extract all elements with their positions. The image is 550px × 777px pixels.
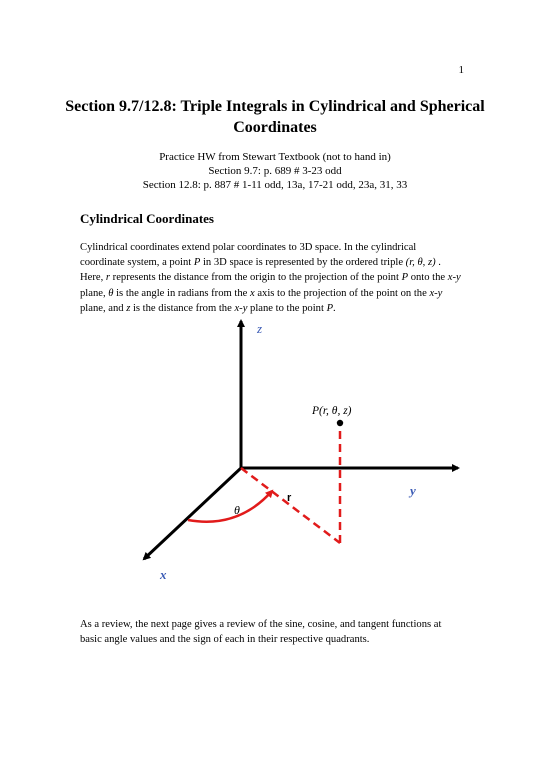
y-axis-label: y xyxy=(410,483,416,498)
cylindrical-coordinates-diagram xyxy=(120,315,470,585)
math-var-xy: x-y xyxy=(447,272,461,284)
text-run: axis to the projection of the point on the xyxy=(254,287,430,299)
point-p-label: P(r, θ, z) xyxy=(312,405,352,417)
math-var-x: x xyxy=(249,287,255,299)
math-var-xy: x-y xyxy=(234,302,248,314)
point-p-dot xyxy=(337,420,343,426)
review-paragraph xyxy=(80,617,475,647)
page-title xyxy=(60,96,490,138)
x-axis-label: x xyxy=(160,567,167,582)
text-run: . xyxy=(435,257,441,269)
text-run: . xyxy=(333,302,336,314)
theta-label: θ xyxy=(234,503,240,517)
r-label: r xyxy=(287,492,292,504)
paragraph-line-1: Cylindrical coordinates extend polar coordinates to 3D space. In the cylindrical xyxy=(80,242,417,253)
title-line-1: Section 9.7/12.8: Triple Integrals in Cylindrical and Spherical xyxy=(65,98,485,115)
text-run: is the angle in radians from the xyxy=(113,287,250,299)
text-run: represents the distance from the origin to the projection of the point xyxy=(110,272,402,284)
math-var-theta: θ xyxy=(108,287,114,299)
math-var-r: r xyxy=(105,272,111,284)
text-run: coordinate system, a point xyxy=(80,257,194,269)
paragraph-line-2 xyxy=(80,255,475,270)
math-var-P: P xyxy=(326,302,334,314)
section-heading: Cylindrical Coordinates xyxy=(80,211,214,226)
text-run: is the distance from the xyxy=(130,302,235,314)
title-line-2: Coordinates xyxy=(233,119,317,136)
review-line-2: basic angle values and the sign of each in their respective quadrants. xyxy=(80,634,370,646)
paragraph-line-4 xyxy=(80,286,475,301)
practice-line-2: Section 9.7: p. 689 # 3-23 odd xyxy=(208,165,342,177)
text-run: plane, xyxy=(80,287,109,299)
text-run: plane to the point xyxy=(247,302,327,314)
practice-line-3: Section 12.8: p. 887 # 1-11 odd, 13a, 17-21 odd, 23a, 31, 33 xyxy=(142,179,408,191)
text-run: plane, and xyxy=(80,302,127,314)
text-run: Here, xyxy=(80,272,106,284)
math-var-P: P xyxy=(401,272,409,284)
text-run: onto the xyxy=(408,272,448,284)
paragraph-line-5 xyxy=(80,301,475,316)
intro-paragraph xyxy=(80,240,475,316)
ordered-triple: (r, θ, z) xyxy=(405,257,436,269)
page-number: 1 xyxy=(458,64,464,76)
math-var-P: P xyxy=(193,257,201,269)
z-axis-label: z xyxy=(257,321,263,336)
math-var-z: z xyxy=(126,302,131,314)
review-line-1: As a review, the next page gives a review of the sine, cosine, and tangent functions at xyxy=(80,619,442,630)
practice-line-1: Practice HW from Stewart Textbook (not to hand in) xyxy=(159,151,391,163)
math-var-xy: x-y xyxy=(429,287,443,299)
paragraph-line-3 xyxy=(80,270,475,285)
x-axis xyxy=(144,468,241,559)
practice-hw-block xyxy=(60,150,490,192)
text-run: in 3D space is represented by the ordered triple xyxy=(200,257,406,269)
